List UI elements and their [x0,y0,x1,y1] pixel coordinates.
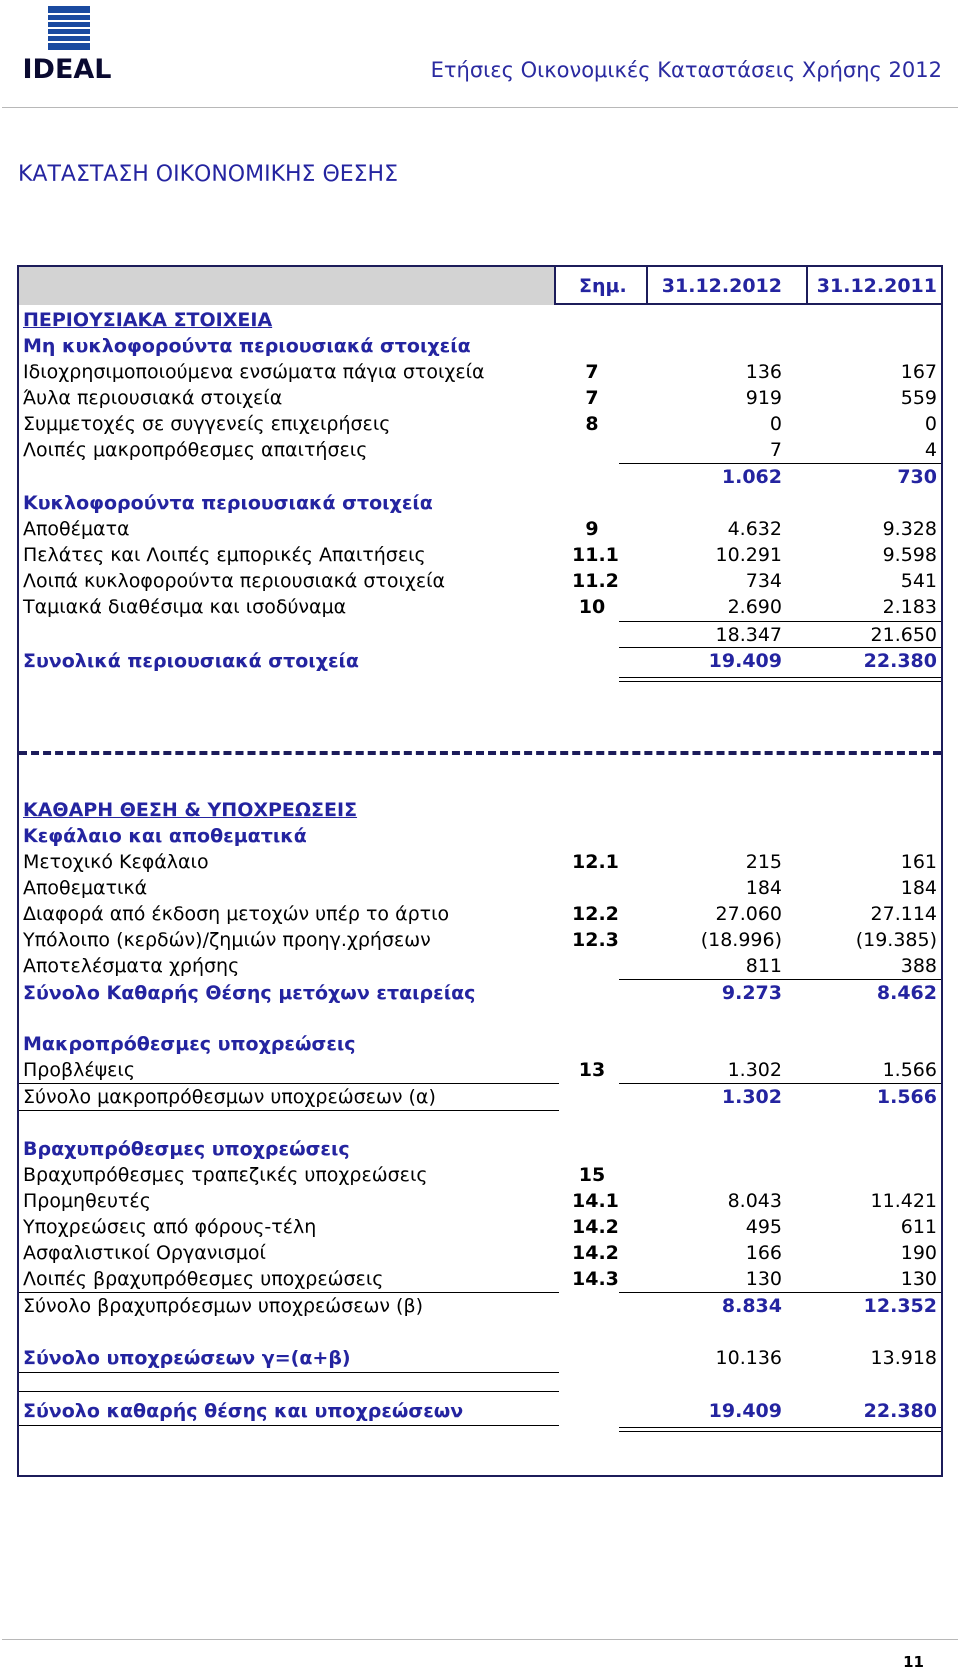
section-heading: ΚΑΘΑΡΗ ΘΕΣΗ & ΥΠΟΧΡΕΩΣΕΙΣ [23,799,358,821]
section-divider [19,751,941,755]
company-logo [12,4,122,86]
subtotal-row: 18.347 21.650 [715,624,937,646]
column-header-2012: 31.12.2012 [661,275,782,297]
balance-sheet-table [17,265,943,1477]
table-row: Συμμετοχές σε συγγενείς επιχειρήσεις 8 0 0 [23,413,937,435]
subsection-heading: Μη κυκλοφορούντα περιουσιακά στοιχεία [23,335,471,357]
table-row: Υπόλοιπο (κερδών)/ζημιών προηγ.χρήσεων 12.3 (18.996) (19.385) [23,929,937,951]
grand-total-rule-double-1 [619,1427,941,1428]
column-header-2011: 31.12.2011 [816,275,937,297]
total-rule-double-1 [619,677,941,678]
subtotal-row: 1.062 730 [721,466,937,488]
table-row: Ασφαλιστικοί Οργανισμοί 14.2 166 190 [23,1242,937,1264]
section-heading: ΠΕΡΙΟΥΣΙΑΚΑ ΣΤΟΙΧΕΙΑ [23,309,273,331]
table-row: Αποτελέσματα χρήσης 811 388 [23,955,937,977]
table-row: Υποχρεώσεις από φόρους-τέλη 14.2 495 611 [23,1216,937,1238]
table-row: Προβλέψεις 13 1.302 1.566 [23,1059,937,1081]
grand-total-rule-bottom [19,1425,559,1426]
table-row: Ιδιοχρησιμοποιούμενα ενσώματα πάγια στοιχεία 7 136 167 [23,361,937,383]
page-title: ΚΑΤΑΣΤΑΣΗ ΟΙΚΟΝΟΜΙΚΗΣ ΘΕΣΗΣ [18,162,399,187]
total-label-rule [19,1372,559,1373]
total-row: Σύνολο μακροπρόθεσμων υποχρεώσεων (α) 1.302 1.566 [23,1086,937,1108]
total-rule-double-2 [619,681,941,682]
grand-total-rule-double-2 [619,1431,941,1432]
svg-text:IDEAL: IDEAL [22,54,112,85]
subsection-heading: Μακροπρόθεσμες υποχρεώσεις [23,1033,356,1055]
table-row: Βραχυπρόθεσμες τραπεζικές υποχρεώσεις 15 [23,1164,606,1186]
total-row: Σύνολο βραχυπρόεσμων υποχρεώσεων (β) 8.834 12.352 [23,1295,937,1317]
column-header-note: Σημ. [579,275,627,297]
subsection-heading: Βραχυπρόθεσμες υποχρεώσεις [23,1138,350,1160]
table-row: Διαφορά από έκδοση μετοχών υπέρ το άρτιο 12.2 27.060 27.114 [23,903,937,925]
table-row: Μετοχικό Κεφάλαιο 12.1 215 161 [23,851,937,873]
total-row: Συνολικά περιουσιακά στοιχεία 19.409 22.380 [23,650,937,672]
header-divider [2,107,958,108]
table-row: Ταμιακά διαθέσιμα και ισοδύναμα 10 2.690 2.183 [23,596,937,618]
table-row: Προμηθευτές 14.1 8.043 11.421 [23,1190,937,1212]
report-title: Ετήσιες Οικονομικές Καταστάσεις Χρήσης 2012 [430,58,942,82]
table-row: Λοιπά κυκλοφορούντα περιουσιακά στοιχεία 11.2 734 541 [23,570,937,592]
total-row: Σύνολο υποχρεώσεων γ=(α+β) 10.136 13.918 [23,1347,937,1369]
column-header-row [19,273,941,300]
table-row: Άυλα περιουσιακά στοιχεία 7 919 559 [23,387,937,409]
page-number: 11 [903,1653,924,1671]
subsection-heading: Κεφάλαιο και αποθεματικά [23,825,307,847]
total-label-rule-bottom [19,1110,559,1111]
table-row: Αποθέματα 9 4.632 9.328 [23,518,937,540]
footer-divider [2,1639,958,1640]
total-row: Σύνολο Καθαρής Θέσης μετόχων εταιρείας 9.273 8.462 [23,982,937,1004]
table-row: Λοιπές μακροπρόθεσμες απαιτήσεις 7 4 [23,439,937,461]
subsection-heading: Κυκλοφορούντα περιουσιακά στοιχεία [23,492,433,514]
table-row: Αποθεματικά 184 184 [23,877,937,899]
total-rule-top [619,647,941,648]
table-row: Πελάτες και Λοιπές εμπορικές Απαιτήσεις 11.1 10.291 9.598 [23,544,937,566]
grand-total-row: Σύνολο καθαρής θέσης και υποχρεώσεων 19.409 22.380 [23,1400,937,1422]
grand-total-rule-top [19,1391,559,1392]
table-row: Λοιπές βραχυπρόθεσμες υποχρεώσεις 14.3 130 130 [23,1268,937,1290]
